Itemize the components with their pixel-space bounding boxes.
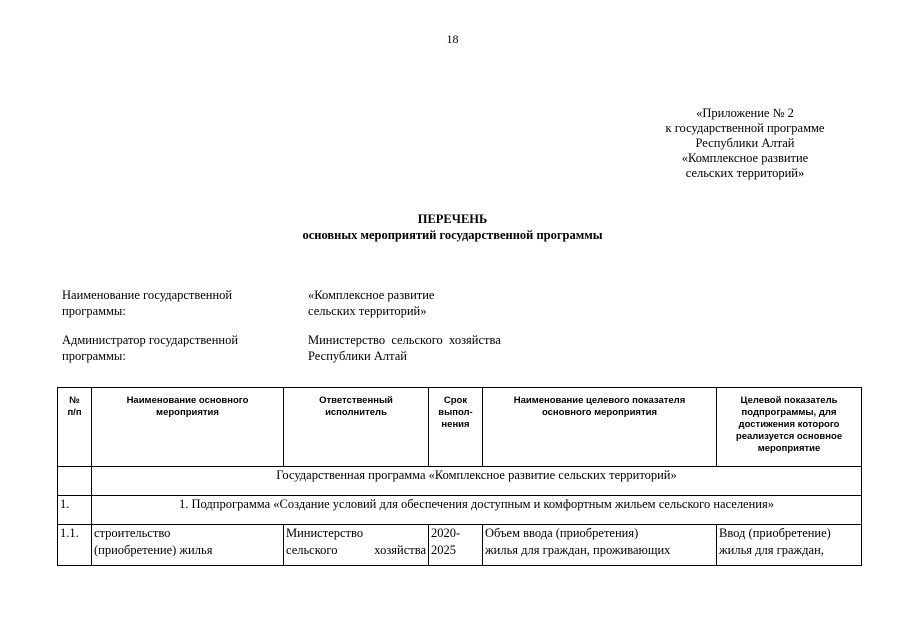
header-line: реализуется основное [735,431,843,442]
indicator-cell [483,525,717,566]
header-activity [92,388,284,467]
program-name-label [62,287,292,319]
row-number: 1. [58,496,92,525]
header-term [429,388,483,467]
empty-cell [58,467,92,496]
header-target [717,388,862,467]
table-row [58,525,862,566]
table-header-row [58,388,862,467]
header-line: основного мероприятия [541,407,658,418]
value-line: сельских территорий» [308,304,427,318]
cell-word: хозяйства [374,543,426,557]
cell-line: (приобретение) жилья [94,543,213,557]
header-line: мероприятия [156,407,219,418]
header-line: подпрограммы, для [741,407,837,418]
appendix-note [620,106,870,181]
table-row-subprogram [58,496,862,525]
header-line: Целевой показатель [740,395,838,406]
program-admin-value [308,332,628,364]
table-row-program [58,467,862,496]
label-line: Наименование государственной [62,288,233,302]
header-line: п/п [67,407,82,418]
cell-line: Объем ввода (приобретения) [485,526,639,540]
cell-line: 2020- [431,526,461,540]
cell-line: Министерство [286,526,364,540]
header-line: Срок [443,395,468,406]
header-number [58,388,92,467]
label-line: программы: [62,304,126,318]
header-line: выпол- [438,407,473,418]
value-line: Министерство сельского хозяйства [308,333,501,347]
subprogram-cell: 1. Подпрограмма «Создание условий для обеспечения доступным и комфортным жильем сельского населения» [92,496,862,525]
value-line: «Комплексное развитие [308,288,435,302]
cell-line: жилья для граждан, [719,543,824,557]
program-admin-label [62,332,292,364]
header-line: Наименование целевого показателя [513,395,686,406]
appendix-line: сельских территорий» [685,166,805,180]
row-number: 1.1. [58,525,92,566]
target-cell [717,525,862,566]
term-cell [429,525,483,566]
title-line: ПЕРЕЧЕНЬ [417,212,488,226]
appendix-line: Республики Алтай [695,136,795,150]
cell-line [286,542,426,559]
value-line: Республики Алтай [308,349,407,363]
activity-cell [92,525,284,566]
subtitle-line: основных мероприятий государственной программы [302,228,603,242]
cell-word: сельского [286,543,338,557]
cell-line: строительство [94,526,171,540]
header-line: № [69,395,80,406]
header-line: Ответственный [319,395,393,406]
program-name-value [308,287,628,319]
header-executor [284,388,429,467]
appendix-line: «Комплексное развитие [681,151,809,165]
activities-table [57,387,862,566]
label-line: программы: [62,349,126,363]
header-line: исполнитель [325,407,387,418]
header-line: достижения которого [738,419,840,430]
document-title [0,211,905,243]
cell-line: 2025 [431,543,456,557]
cell-line: Ввод (приобретение) [719,526,831,540]
header-line: Наименование основного [126,395,249,406]
cell-line: жилья для граждан, проживающих [485,543,671,557]
header-indicator [483,388,717,467]
executor-cell [284,525,429,566]
program-row-cell: Государственная программа «Комплексное развитие сельских территорий» [92,467,862,496]
appendix-line: к государственной программе [665,121,825,135]
page-number: 18 [446,32,459,46]
header-line: мероприятие [757,443,821,454]
appendix-line: «Приложение № 2 [696,106,794,120]
header-line: нения [441,419,470,430]
label-line: Администратор государственной [62,333,239,347]
